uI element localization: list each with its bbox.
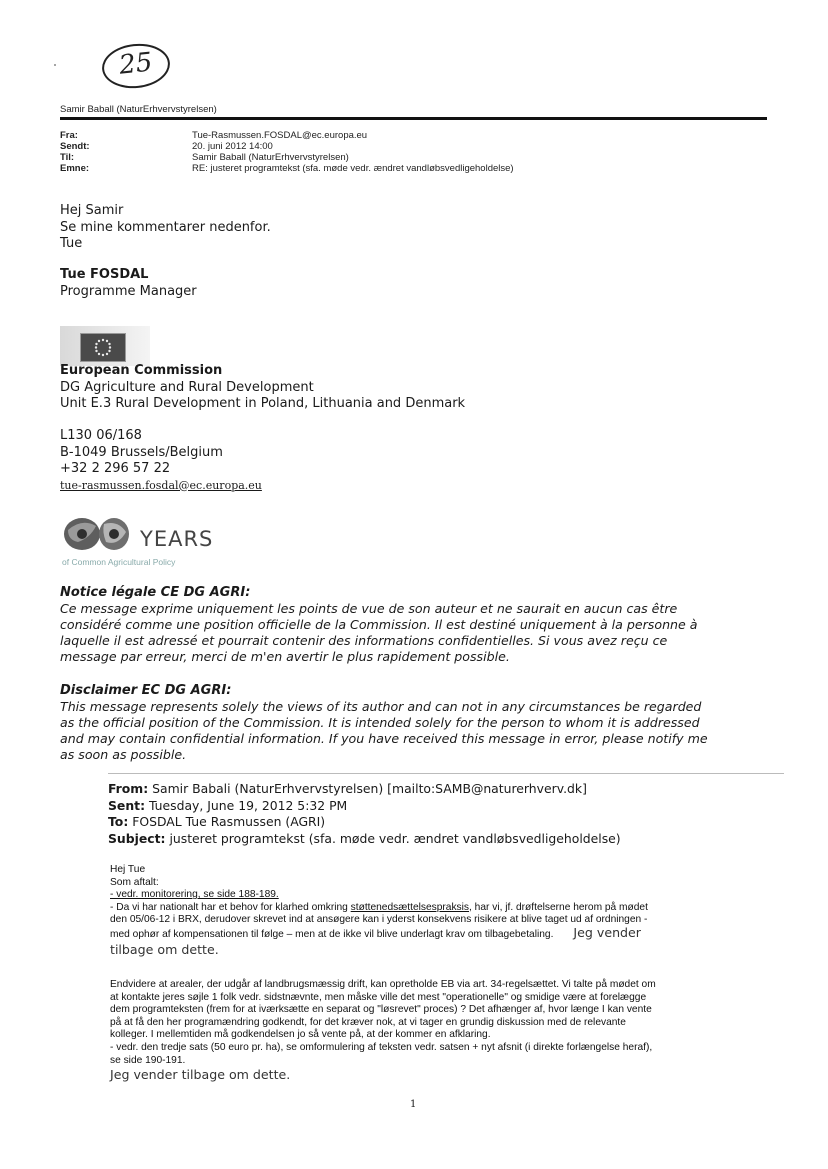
message-line: dem programteksten (frem for at iværksætte en separat og "løsrevet" proces) ? Det afhænger af, hvor længe I kan vente (110, 1004, 652, 1016)
header-to (60, 152, 349, 163)
years-logo-text: YEARS (140, 527, 214, 551)
notice-line: Ce message exprime uniquement les points de vue de son auteur et ne saurait en aucun cas être (60, 601, 678, 616)
speck (54, 64, 56, 66)
header-sent (60, 141, 273, 152)
fwd-sent-value: Tuesday, June 19, 2012 5:32 PM (148, 797, 348, 813)
inline-reply: tilbage om dette. (110, 941, 219, 957)
message-item-line (110, 924, 788, 942)
stamp-number: 25 (117, 47, 154, 81)
notice-en-title: Disclaimer EC DG AGRI: (60, 683, 232, 698)
signature-email-link[interactable]: tue-rasmussen.fosdal@ec.europa.eu (60, 478, 262, 492)
signature-office: L130 06/168 (60, 428, 142, 443)
header-rule (60, 117, 767, 120)
header-subject (60, 163, 514, 174)
notice-fr-title: Notice légale CE DG AGRI: (60, 585, 251, 600)
sent-label: Sendt: (60, 141, 90, 152)
fwd-from-value: Samir Babali (NaturErhvervstyrelsen) [mailto:SAMB@naturerhverv.dk] (152, 781, 587, 796)
signature-role: Programme Manager (60, 283, 197, 299)
forward-separator (108, 773, 784, 774)
from-label: Fra: (60, 130, 78, 141)
notice-fr-body (60, 601, 760, 665)
text-fragment: med ophør af kompensationen til følge – men at de ikke vil blive underlagt krav om tilbagebetaling. (110, 928, 554, 940)
inline-reply: Jeg vender (573, 924, 641, 940)
forwarded-message-para2 (110, 979, 788, 1083)
inline-reply: Jeg vender tilbage om dette. (110, 1067, 291, 1083)
mailbox-owner: Samir Baball (NaturErhvervstyrelsen) (60, 104, 217, 115)
cap-anniversary-logo-icon (60, 512, 130, 558)
page-number: 1 (410, 1099, 417, 1110)
text-fragment: , har vi, jf. drøftelserne herom på mødet (469, 901, 648, 913)
text-fragment: - Da vi har nationalt har et behov for klarhed omkring (110, 901, 351, 913)
notice-line: and may contain confidential information. If you have received this message in error, please notify me (60, 731, 708, 746)
forwarded-message (110, 864, 788, 958)
handwritten-page-stamp (100, 41, 172, 92)
fwd-to-value: FOSDAL Tue Rasmussen (AGRI) (132, 814, 326, 829)
greeting-line: Se mine kommentarer nedenfor. (60, 219, 271, 235)
sent-value: 20. juni 2012 14:00 (192, 141, 273, 152)
notice-line: This message represents solely the views of its author and can not in any circumstances be regarded (60, 699, 702, 714)
forwarded-header (108, 781, 621, 847)
signature-unit: Unit E.3 Rural Development in Poland, Lithuania and Denmark (60, 396, 466, 411)
fwd-subject-value: justeret programtekst (sfa. møde vedr. ændret vandløbsvedligeholdelse) (169, 830, 621, 846)
message-line: kolleger. I mellemtiden må godkendelsen jo så vente på, at der kommer en afklaring. (110, 1029, 491, 1041)
signature-city: B-1049 Brussels/Belgium (60, 444, 223, 460)
fwd-subject-label: Subject: (108, 830, 166, 846)
signature-dg: DG Agriculture and Rural Development (60, 379, 314, 395)
years-logo-subtitle: of Common Agricultural Policy (62, 557, 176, 567)
header-from (60, 130, 367, 141)
subject-value: RE: justeret programtekst (sfa. møde vedr. ændret vandløbsvedligeholdelse) (192, 163, 514, 174)
notice-line: considéré comme une position officielle de la Commission. Il est destiné uniquement à la personne à (60, 617, 698, 632)
message-line: at kontakte jeres søjle 1 folk vedr. sidstnævnte, men måske ville det mest "operationelle" og smidige være at forelægge (110, 991, 647, 1003)
address-block (60, 428, 262, 494)
message-line: - vedr. den tredje sats (50 euro pr. ha), se omformulering af teksten vedr. satsen + nyt afsnit (i direkte forlængelse heraf), (110, 1041, 653, 1053)
underlined-term: støttenedsættelsespraksis (350, 901, 470, 913)
message-line: Som aftalt: (110, 876, 159, 888)
subject-label: Emne: (60, 163, 90, 174)
organization-block (60, 363, 465, 413)
to-value: Samir Baball (NaturErhvervstyrelsen) (192, 152, 349, 163)
notice-line: as the official position of the Commission. It is intended solely for the person to whom it is addressed (60, 715, 700, 730)
message-line: Endvidere at arealer, der udgår af landbrugsmæssig drift, kan opretholde EB via art. 34-regelsættet. Vi talte på mødet om (110, 979, 656, 990)
to-label: Til: (60, 152, 75, 163)
signature-phone: +32 2 296 57 22 (60, 461, 171, 476)
notice-line: as soon as possible. (60, 747, 187, 762)
signature-org: European Commission (60, 363, 223, 378)
message-item-line: den 05/06-12 i BRX, derudover skrevet ind at ansøgere kan i yderst konsekvens risikere at blive taget ud af ordningen - (110, 914, 648, 926)
signature-name: Tue FOSDAL (60, 267, 149, 282)
message-line: på at få den her programændring godkendt, for det kræver nok, at vi tager en grundig diskussion med de relevante (110, 1016, 626, 1028)
fwd-sent-label: Sent: (108, 797, 146, 813)
greeting-line: Hej Samir (60, 203, 124, 218)
message-item-monitoring: - vedr. monitorering, se side 188-189. (110, 889, 279, 901)
message-line: se side 190-191. (110, 1054, 186, 1066)
fwd-to-label: To: (108, 814, 129, 829)
message-item-line (110, 902, 788, 915)
notice-line: message par erreur, merci de m'en avertir le plus rapidement possible. (60, 649, 510, 664)
from-value: Tue-Rasmussen.FOSDAL@ec.europa.eu (192, 130, 368, 141)
eu-flag-icon (80, 333, 126, 362)
fwd-from-label: From: (108, 781, 149, 796)
greeting-line: Tue (60, 236, 83, 251)
message-greeting: Hej Tue (110, 864, 146, 875)
notice-line: laquelle il est adressé et pourrait contenir des informations confidentielles. Si vous avez reçu ce (60, 633, 668, 648)
notice-en-body (60, 699, 760, 763)
signature-block (60, 267, 197, 300)
greeting (60, 203, 271, 253)
